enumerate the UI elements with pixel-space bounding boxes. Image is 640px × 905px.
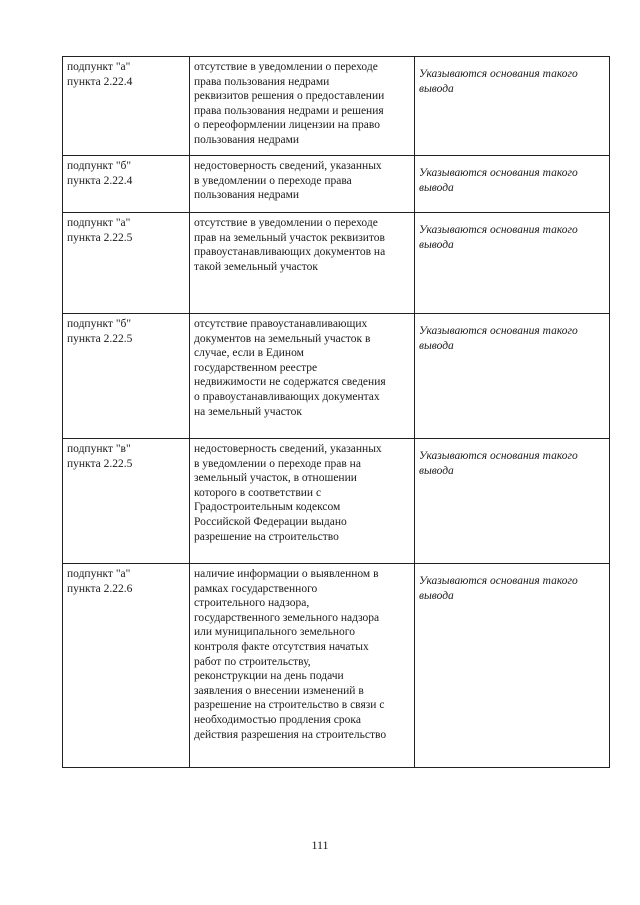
note-cell: Указываются основания такого вывода [419, 167, 578, 194]
ground-cell: наличие информации о выявленном в рамках государственного строительного надзора, государственного земельного надзора или муниципального земельного контроля факте отсутствия начатых работ по строительству, реконструкции на день подачи заявления о внесении изменений в разрешение на строительство в связи с необходимостью продления срока действия разрешения на строительство [190, 564, 415, 767]
clause-cell: подпункт "а" пункта 2.22.4 [63, 57, 190, 155]
note-cell: Указываются основания такого вывода [419, 575, 578, 602]
clause-cell: подпункт "а" пункта 2.22.5 [63, 213, 190, 313]
clause-cell: подпункт "в" пункта 2.22.5 [63, 439, 190, 563]
ground-cell: недостоверность сведений, указанных в уведомлении о переходе права пользования недрами [190, 156, 415, 212]
ground-cell: недостоверность сведений, указанных в уведомлении о переходе прав на земельный участок, в отношении которого в соответствии с Градостроительным кодексом Российской Федерации выдано разрешение на строительство [190, 439, 415, 563]
ground-cell: отсутствие в уведомлении о переходе права пользования недрами реквизитов решения о предоставлении права пользования недрами и решения о переоформлении лицензии на право пользования недрами [190, 57, 415, 155]
clause-cell: подпункт "б" пункта 2.22.4 [63, 156, 190, 212]
ground-cell: отсутствие в уведомлении о переходе прав на земельный участок реквизитов правоустанавливающих документов на такой земельный участок [190, 213, 415, 313]
page-number: 111 [311, 838, 329, 852]
grounds-table [62, 56, 610, 768]
table-row [63, 439, 609, 564]
table-row [63, 314, 609, 439]
note-cell: Указываются основания такого вывода [419, 325, 578, 352]
note-cell: Указываются основания такого вывода [419, 224, 578, 251]
clause-cell: подпункт "б" пункта 2.22.5 [63, 314, 190, 438]
table-row [63, 156, 609, 213]
clause-cell: подпункт "а" пункта 2.22.6 [63, 564, 190, 767]
table-row [63, 213, 609, 314]
note-cell: Указываются основания такого вывода [419, 68, 578, 95]
table-row [63, 564, 609, 768]
table-row [63, 57, 609, 156]
ground-cell: отсутствие правоустанавливающих документов на земельный участок в случае, если в Едином государственном реестре недвижимости не содержатся сведения о правоустанавливающих документах на земельный участок [190, 314, 415, 438]
note-cell: Указываются основания такого вывода [419, 450, 578, 477]
